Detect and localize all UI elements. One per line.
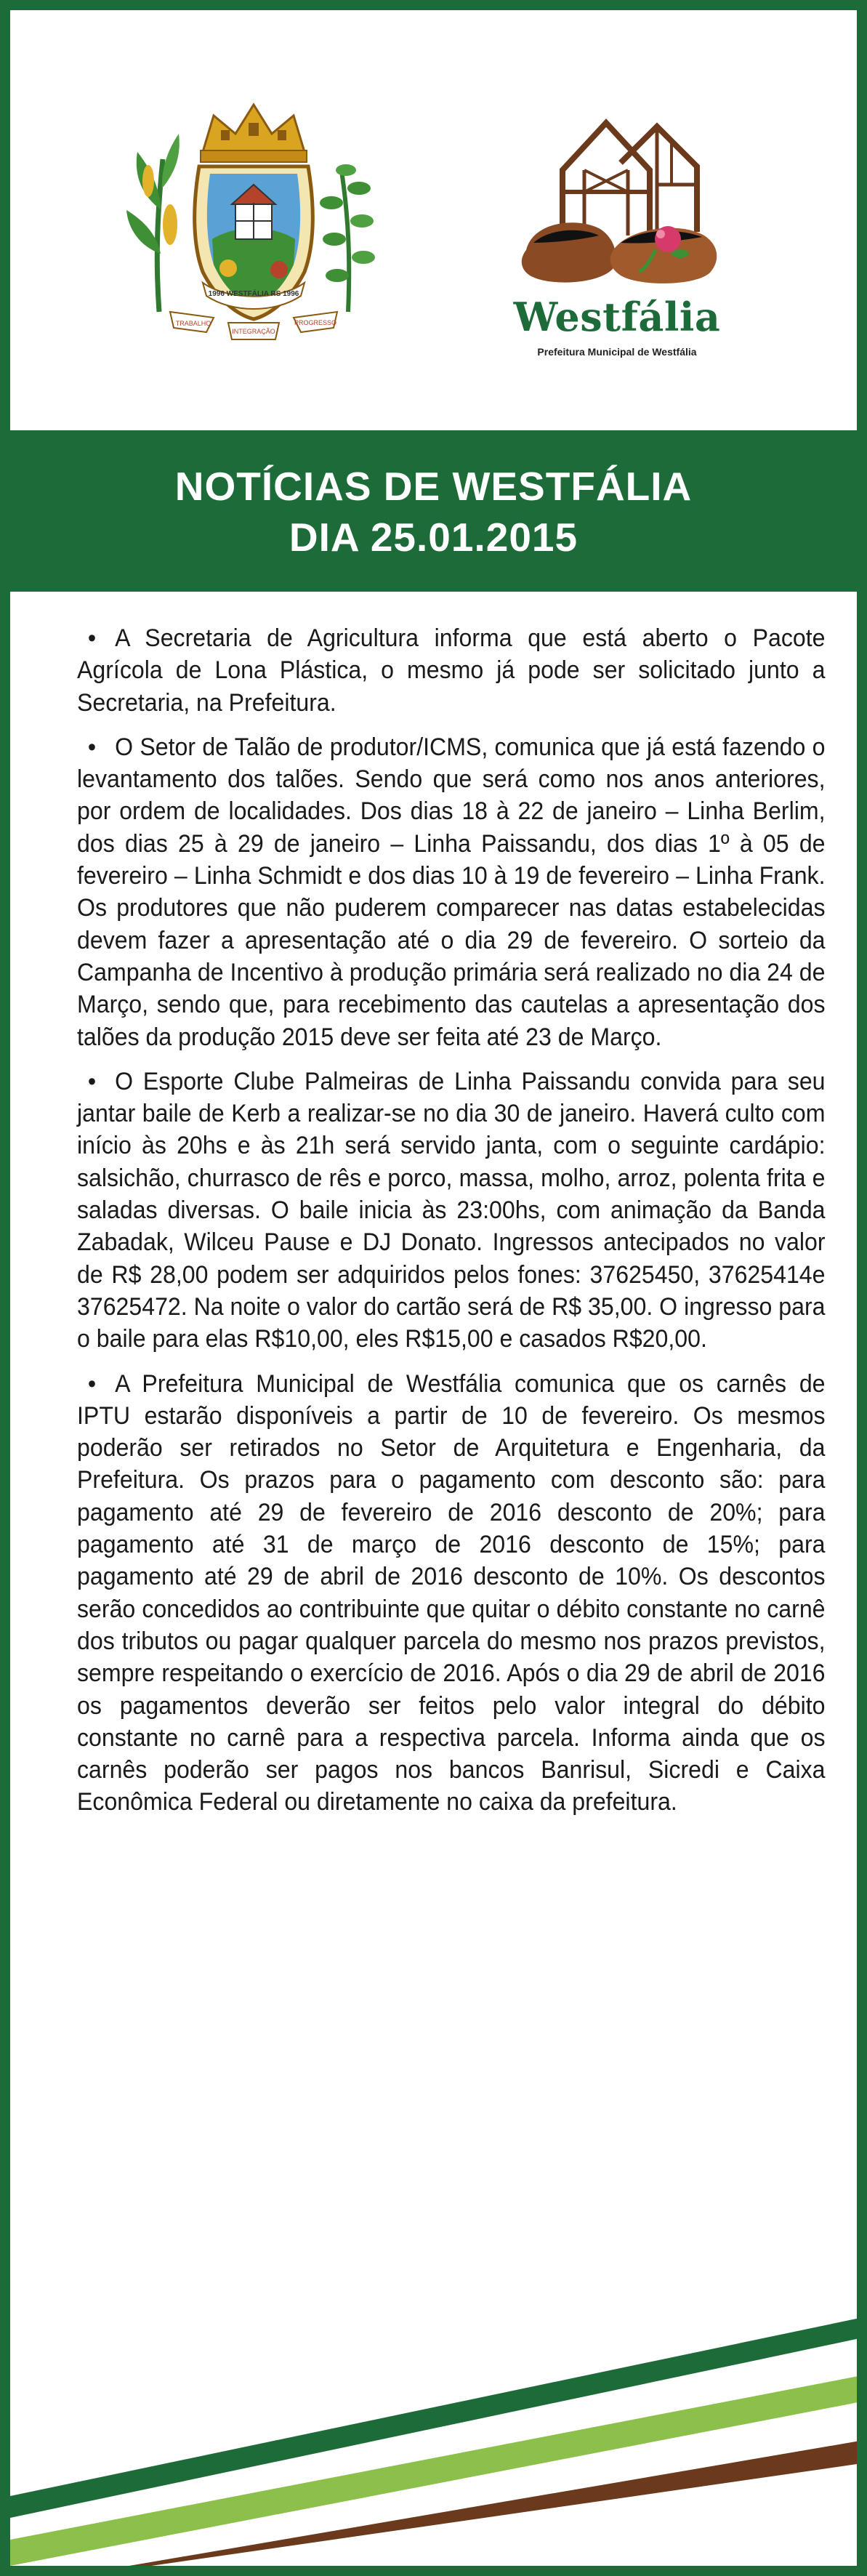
bullet-icon: • [87,1067,97,1095]
logo-row [10,10,857,417]
news-item-esporte-clube [77,1066,826,1356]
motto-2: INTEGRAÇÃO [232,328,275,335]
motto-1: TRABALHO [175,320,211,327]
page-title: NOTÍCIAS DE WESTFÁLIA [174,464,693,509]
coat-of-arms-icon [119,101,388,348]
news-list [77,622,826,1831]
news-item-talao-produtor [77,731,826,1053]
motto-3: PROGRESSO [294,319,337,326]
westfalia-logo-subtitle: Prefeitura Municipal de Westfália [537,346,697,358]
westfalia-logo [512,112,722,366]
news-item-iptu [77,1368,826,1819]
bullet-icon: • [87,733,97,761]
westfalia-logo-name: Westfália [513,294,721,340]
news-text: O Esporte Clube Palmeiras de Linha Paissandu convida para seu jantar baile de Kerb a realizar-se no dia 30 de janeiro. Haverá culto com início às 20hs e às 21h será servido janta, com o seguinte cardápio: salsichão, churrasco de rês e porco, massa, molho, arroz, polenta frita e saladas diversas. O baile inicia às 23:00hs, com animação da Banda Zabadak, Wilceu Pause e DJ Donato. Ingressos antecipados no valor de R$ 28,00 podem ser adquiridos pelos fones: 37625450, 37625414e 37625472. Na noite o valor do cartão será de R$ 35,00. O ingresso para o baile para elas R$10,00, eles R$15,00 e casados R$20,00. [77,1067,826,1353]
bullet-icon: • [87,624,97,652]
news-text: A Prefeitura Municipal de Westfália comunica que os carnês de IPTU estarão disponíveis a partir de 10 de fevereiro. Os mesmos poderão ser retirados no Setor de Arquitetura e Engenharia, da Prefeitura. Os prazos para o pagamento com desconto são: para pagamento até 29 de fevereiro de 2016 desconto de 20%; para pagamento até 31 de março de 2016 desconto de 15%; para pagamento até 29 de abril de 2016 desconto de 10%. Os descontos serão concedidos ao contribuinte que quitar o débito constante no carnê dos tributos ou pagar qualquer parcela do mesmo nos prazos previstos, sempre respeitando o exercício de 2016. Após o dia 29 de abril de 2016 os pagamentos deverão ser feitos pelo valor integral do débito constante no carnê para a respectiva parcela. Informa ainda que os carnês poderão ser pagos nos bancos Banrisul, Sicredi e Caixa Econômica Federal ou diretamente no caixa da prefeitura. [77,1369,826,1816]
news-item-agricultura [77,622,826,719]
bullet-icon: • [87,1369,97,1398]
timber-house-clogs-icon [512,112,722,294]
news-text: O Setor de Talão de produtor/ICMS, comunica que já está fazendo o levantamento dos talões. Sendo que será como nos anos anteriores, por ordem de localidades. Dos dias 18 à 22 de janeiro – Linha Berlim, dos dias 25 à 29 de janeiro – Linha Paissandu, dos dias 1º à 05 de fevereiro – Linha Schmidt e dos dias 10 à 19 de fevereiro – Linha Frank. Os produtores que não puderem comparecer nas datas estabelecidas devem fazer a apresentação até o dia 29 de fevereiro. O sorteio da Campanha de Incentivo à produção primária será realizado no dia 24 de Março, sendo que, para recebimento das cautelas a apresentação dos talões da produção 2015 deve ser feita até 23 de Março. [77,733,826,1051]
title-band [10,430,857,592]
decorative-stripes [10,2300,867,2576]
brasao-ribbon-text: 1996 WESTFÁLIA RS 1996 [208,290,299,298]
news-text: A Secretaria de Agricultura informa que está aberto o Pacote Agrícola de Lona Plástica, o mesmo já pode ser solicitado junto a Secretaria, na Prefeitura. [77,624,826,717]
page-date: DIA 25.01.2015 [289,515,578,560]
